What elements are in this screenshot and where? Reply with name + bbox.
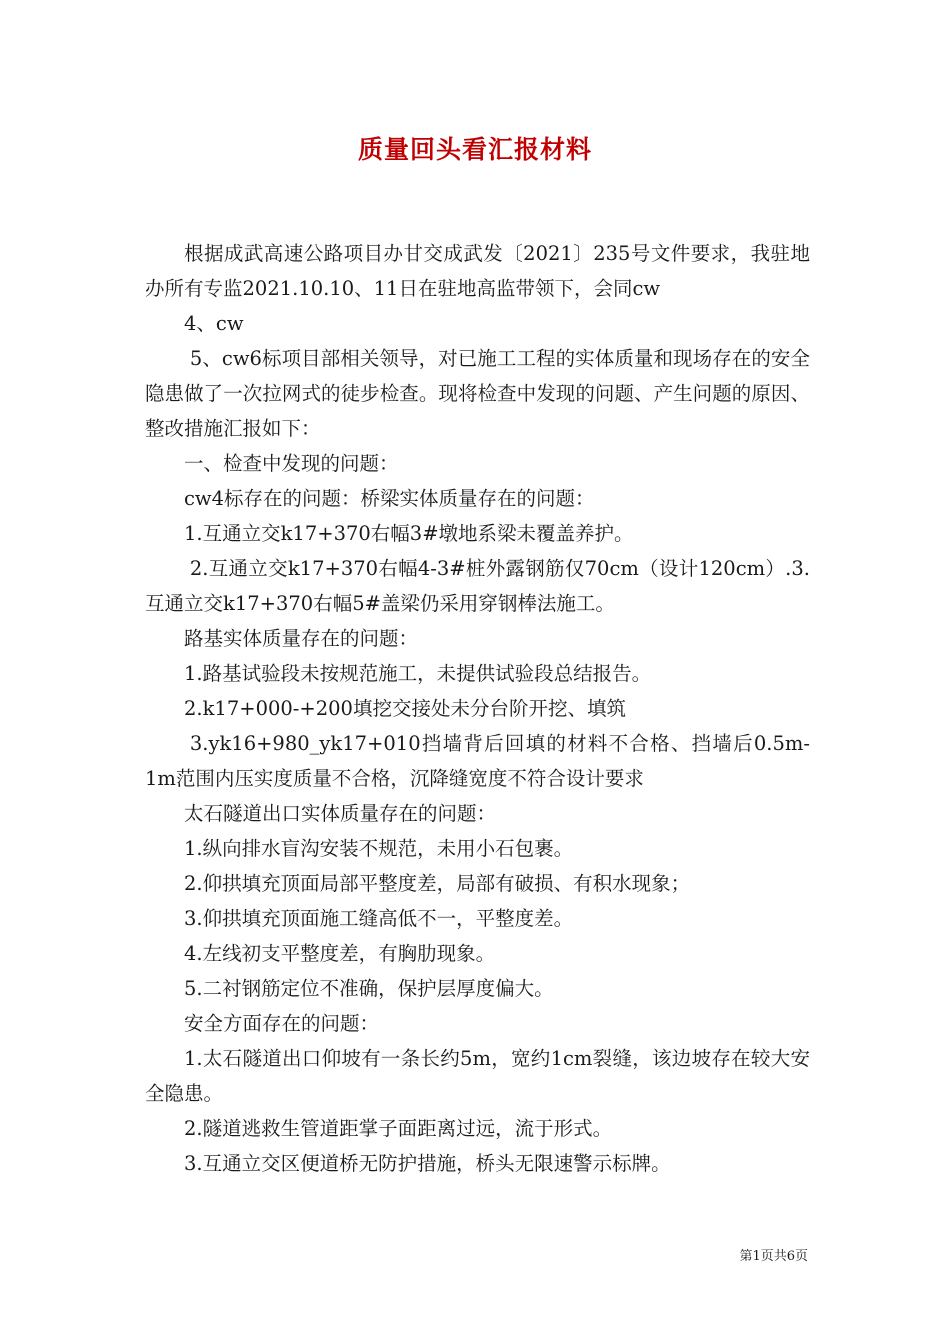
list-item-tunnel-4: 4.左线初支平整度差，有胸肋现象。 <box>184 942 496 965</box>
list-item-tunnel-3: 3.仰拱填充顶面施工缝高低不一，平整度差。 <box>184 907 574 930</box>
subheading-safety: 安全方面存在的问题： <box>184 1012 380 1035</box>
paragraph-3: 5、cw6标项目部相关领导，对已施工工程的实体质量和现场存在的安全隐患做了一次拉网式的徒步检查。现将检查中发现的问题、产生问题的原因、整改措施汇报如下： <box>145 347 810 440</box>
list-item-roadbed-2: 2.k17+000-+200填挖交接处未分台阶开挖、填筑 <box>184 697 626 720</box>
subheading-tunnel: 太石隧道出口实体质量存在的问题： <box>184 802 497 825</box>
subheading-roadbed: 路基实体质量存在的问题： <box>184 627 419 650</box>
page-number: 第1页共6页 <box>739 1249 808 1264</box>
list-item-roadbed-3: 3.yk16+980_yk17+010挡墙背后回填的材料不合格、挡墙后0.5m-1m范围内压实度质量不合格，沉降缝宽度不符合设计要求 <box>145 732 810 790</box>
list-item-bridge-2-3: 2.互通立交k17+370右幅4-3#桩外露钢筋仅70cm（设计120cm）.3.互通立交k17+370右幅5#盖梁仍采用穿钢棒法施工。 <box>145 557 810 615</box>
paragraph-1: 根据成武高速公路项目办甘交成武发〔2021〕235号文件要求，我驻地办所有专监2021.10.10、11日在驻地高监带领下，会同cw <box>145 242 810 300</box>
list-item-tunnel-5: 5.二衬钢筋定位不准确，保护层厚度偏大。 <box>184 977 554 1000</box>
document-body <box>145 236 810 1181</box>
list-item-safety-3: 3.互通立交区便道桥无防护措施，桥头无限速警示标牌。 <box>184 1152 671 1175</box>
list-item-safety-2: 2.隧道逃救生管道距掌子面距离过远，流于形式。 <box>184 1117 613 1140</box>
list-item-roadbed-1: 1.路基试验段未按规范施工，未提供试验段总结报告。 <box>184 662 652 685</box>
list-item-safety-1: 1.太石隧道出口仰坡有一条长约5m，宽约1cm裂缝，该边坡存在较大安全隐患。 <box>145 1047 810 1105</box>
document-title: 质量回头看汇报材料 <box>357 135 592 164</box>
paragraph-2: 4、cw <box>184 312 244 335</box>
paragraph-cw4-bridge: cw4标存在的问题：桥梁实体质量存在的问题： <box>184 487 595 510</box>
list-item-bridge-1: 1.互通立交k17+370右幅3#墩地系梁未覆盖养护。 <box>184 522 634 545</box>
list-item-tunnel-1: 1.纵向排水盲沟安装不规范，未用小石包裹。 <box>184 837 574 860</box>
list-item-tunnel-2: 2.仰拱填充顶面局部平整度差，局部有破损、有积水现象； <box>184 872 691 895</box>
section-heading-problems: 一、检查中发现的问题： <box>184 452 399 475</box>
